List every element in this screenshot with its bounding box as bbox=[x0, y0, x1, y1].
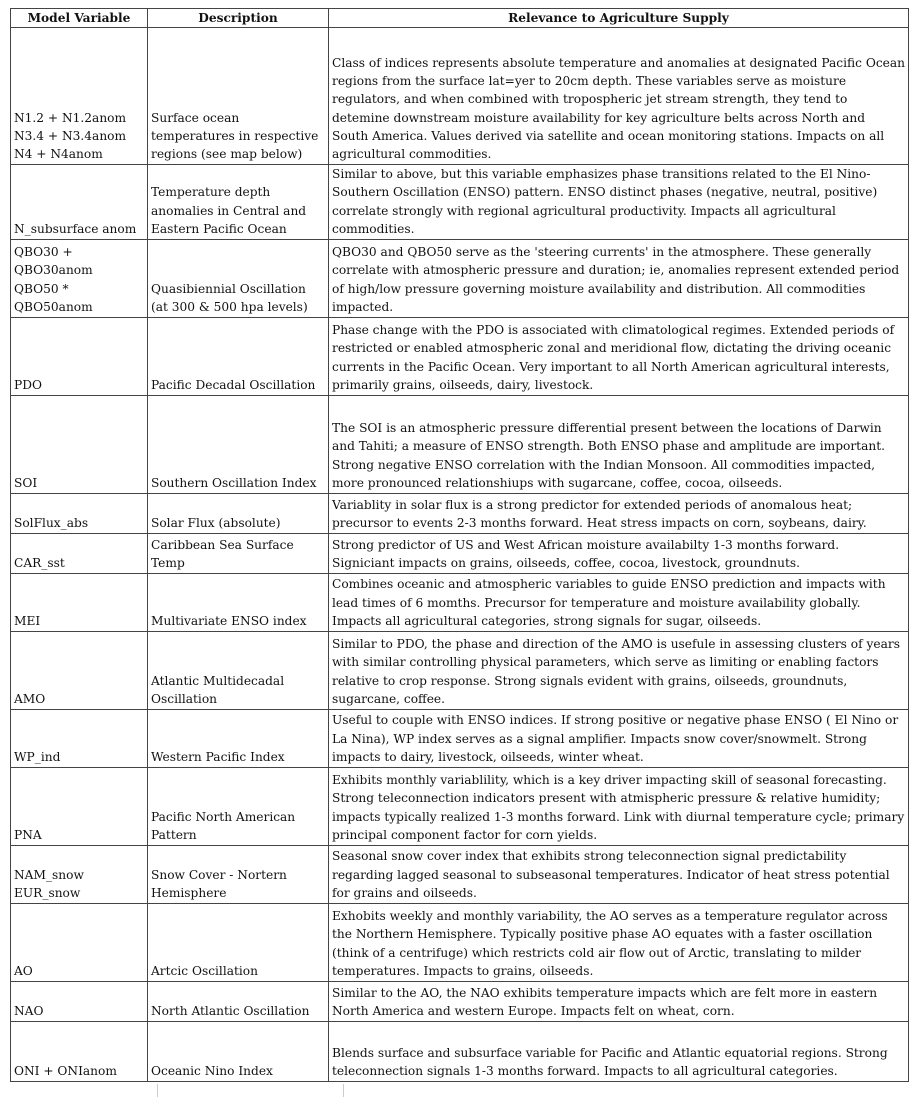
trailing-gridline bbox=[157, 1084, 158, 1097]
table-row bbox=[11, 982, 909, 1022]
cell-relevance: Seasonal snow cover index that exhibits strong teleconnection signal predictability regarding lagged seasonal to subseasonal temperatures. Indicator of heat stress potential for grains and oilseeds. bbox=[329, 846, 909, 904]
cell-model-variable: SolFlux_abs bbox=[11, 494, 148, 534]
table-body bbox=[11, 28, 909, 1082]
cell-relevance: Combines oceanic and atmospheric variables to guide ENSO prediction and impacts with lead times of 6 momths. Precursor for temperature and moisture availability globally. Impacts all agricultural categories, strong signals for sugar, oilseeds. bbox=[329, 574, 909, 632]
cell-description: North Atlantic Oscillation bbox=[148, 982, 329, 1022]
cell-model-variable: QBO30 + QBO30anom QBO50 * QBO50anom bbox=[11, 240, 148, 318]
cell-relevance: Strong predictor of US and West African moisture availabilty 1-3 months forward. Signiciant impacts on grains, oilseeds, coffee, cocoa, livestock, groundnuts. bbox=[329, 534, 909, 574]
table-row bbox=[11, 494, 909, 534]
trailing-gridline bbox=[343, 1084, 344, 1097]
table-row bbox=[11, 318, 909, 396]
table-row bbox=[11, 1022, 909, 1082]
cell-relevance: Blends surface and subsurface variable for Pacific and Atlantic equatorial regions. Strong teleconnection signals 1-3 months forward. Impacts to all agricultural categories. bbox=[329, 1022, 909, 1082]
cell-relevance: Similar to PDO, the phase and direction of the AMO is usefule in assessing clusters of years with similar controlling physical parameters, which serve as limiting or enabling factors relative to crop response. Strong signals evident with grains, oilseeds, groundnuts, sugarcane, coffee. bbox=[329, 632, 909, 710]
cell-relevance: Exhibits monthly variablility, which is a key driver impacting skill of seasonal forecasting. Strong teleconnection indicators present with atmispheric pressure & relative humidity; impacts typically realized 1-3 months forward. Link with diurnal temperature cycle; primary principal component factor for corn yields. bbox=[329, 768, 909, 846]
header-description: Description bbox=[148, 9, 329, 28]
cell-description: Solar Flux (absolute) bbox=[148, 494, 329, 534]
table-row bbox=[11, 710, 909, 768]
cell-model-variable: AMO bbox=[11, 632, 148, 710]
cell-description: Atlantic Multidecadal Oscillation bbox=[148, 632, 329, 710]
cell-description: Surface ocean temperatures in respective regions (see map below) bbox=[148, 28, 329, 165]
cell-relevance: Exhobits weekly and monthly variability, the AO serves as a temperature regulator across the Northern Hemisphere. Typically positive phase AO equates with a faster oscillation (think of a centrifuge) which restricts cold air flow out of Arctic, translating to milder temperatures. Impacts to grains, oilseeds. bbox=[329, 904, 909, 982]
cell-model-variable: N_subsurface anom bbox=[11, 165, 148, 240]
cell-relevance: Variablity in solar flux is a strong predictor for extended periods of anomalous heat; precursor to events 2-3 months forward. Heat stress impacts on corn, soybeans, dairy. bbox=[329, 494, 909, 534]
cell-model-variable: NAO bbox=[11, 982, 148, 1022]
cell-model-variable: AO bbox=[11, 904, 148, 982]
cell-description: Artcic Oscillation bbox=[148, 904, 329, 982]
cell-relevance: Useful to couple with ENSO indices. If strong positive or negative phase ENSO ( El Nino or La Nina), WP index serves as a signal amplifier. Impacts snow cover/snowmelt. Strong impacts to dairy, livestock, oilseeds, winter wheat. bbox=[329, 710, 909, 768]
table-row bbox=[11, 768, 909, 846]
cell-model-variable: SOI bbox=[11, 396, 148, 494]
cell-description: Caribbean Sea Surface Temp bbox=[148, 534, 329, 574]
cell-relevance: Similar to above, but this variable emphasizes phase transitions related to the El Nino-Southern Oscillation (ENSO) pattern. ENSO distinct phases (negative, neutral, positive) correlate strongly with regional agricultural productivity. Impacts all agricultural commodities. bbox=[329, 165, 909, 240]
cell-model-variable: NAM_snow EUR_snow bbox=[11, 846, 148, 904]
cell-description: Multivariate ENSO index bbox=[148, 574, 329, 632]
table-row bbox=[11, 240, 909, 318]
cell-description: Western Pacific Index bbox=[148, 710, 329, 768]
cell-model-variable: WP_ind bbox=[11, 710, 148, 768]
cell-description: Snow Cover - Nortern Hemisphere bbox=[148, 846, 329, 904]
cell-model-variable: PDO bbox=[11, 318, 148, 396]
cell-description: Oceanic Nino Index bbox=[148, 1022, 329, 1082]
cell-relevance: QBO30 and QBO50 serve as the 'steering currents' in the atmosphere. These generally correlate with atmospheric pressure and duration; ie, anomalies represent extended period of high/low pressure governing moisture availability and distribution. All commodities impacted. bbox=[329, 240, 909, 318]
table-row bbox=[11, 904, 909, 982]
cell-description: Pacific Decadal Oscillation bbox=[148, 318, 329, 396]
table-row bbox=[11, 534, 909, 574]
cell-relevance: Similar to the AO, the NAO exhibits temperature impacts which are felt more in eastern North America and western Europe. Impacts felt on wheat, corn. bbox=[329, 982, 909, 1022]
cell-model-variable: PNA bbox=[11, 768, 148, 846]
cell-model-variable: MEI bbox=[11, 574, 148, 632]
table-row bbox=[11, 846, 909, 904]
table-row bbox=[11, 574, 909, 632]
header-row bbox=[11, 9, 909, 28]
table-row bbox=[11, 28, 909, 165]
header-model-variable: Model Variable bbox=[11, 9, 148, 28]
table-row bbox=[11, 165, 909, 240]
variable-table bbox=[10, 8, 909, 1082]
cell-relevance: Class of indices represents absolute temperature and anomalies at designated Pacific Ocean regions from the surface lat=yer to 20cm depth. These variables serve as moisture regulators, and when combined with tropospheric jet stream strength, they tend to detemine downstream moisture availability for key agriculture belts across North and South America. Values derived via satellite and ocean monitoring stations. Impacts on all agricultural commodities. bbox=[329, 28, 909, 165]
table-row bbox=[11, 632, 909, 710]
cell-model-variable: N1.2 + N1.2anom N3.4 + N3.4anom N4 + N4anom bbox=[11, 28, 148, 165]
cell-model-variable: ONI + ONIanom bbox=[11, 1022, 148, 1082]
cell-description: Quasibiennial Oscillation (at 300 & 500 hpa levels) bbox=[148, 240, 329, 318]
cell-description: Pacific North American Pattern bbox=[148, 768, 329, 846]
cell-relevance: The SOI is an atmospheric pressure differential present between the locations of Darwin and Tahiti; a measure of ENSO strength. Both ENSO phase and amplitude are important. Strong negative ENSO correlation with the Indian Monsoon. All commodities impacted, more pronounced relationshiups with sugarcane, coffee, cocoa, oilseeds. bbox=[329, 396, 909, 494]
cell-model-variable: CAR_sst bbox=[11, 534, 148, 574]
header-relevance: Relevance to Agriculture Supply bbox=[329, 9, 909, 28]
cell-relevance: Phase change with the PDO is associated with climatological regimes. Extended periods of restricted or enabled atmospheric zonal and meridional flow, dictating the driving oceanic currents in the Pacific Ocean. Very important to all North American agricultural interests, primarily grains, oilseeds, dairy, livestock. bbox=[329, 318, 909, 396]
cell-description: Southern Oscillation Index bbox=[148, 396, 329, 494]
cell-description: Temperature depth anomalies in Central and Eastern Pacific Ocean bbox=[148, 165, 329, 240]
table-row bbox=[11, 396, 909, 494]
